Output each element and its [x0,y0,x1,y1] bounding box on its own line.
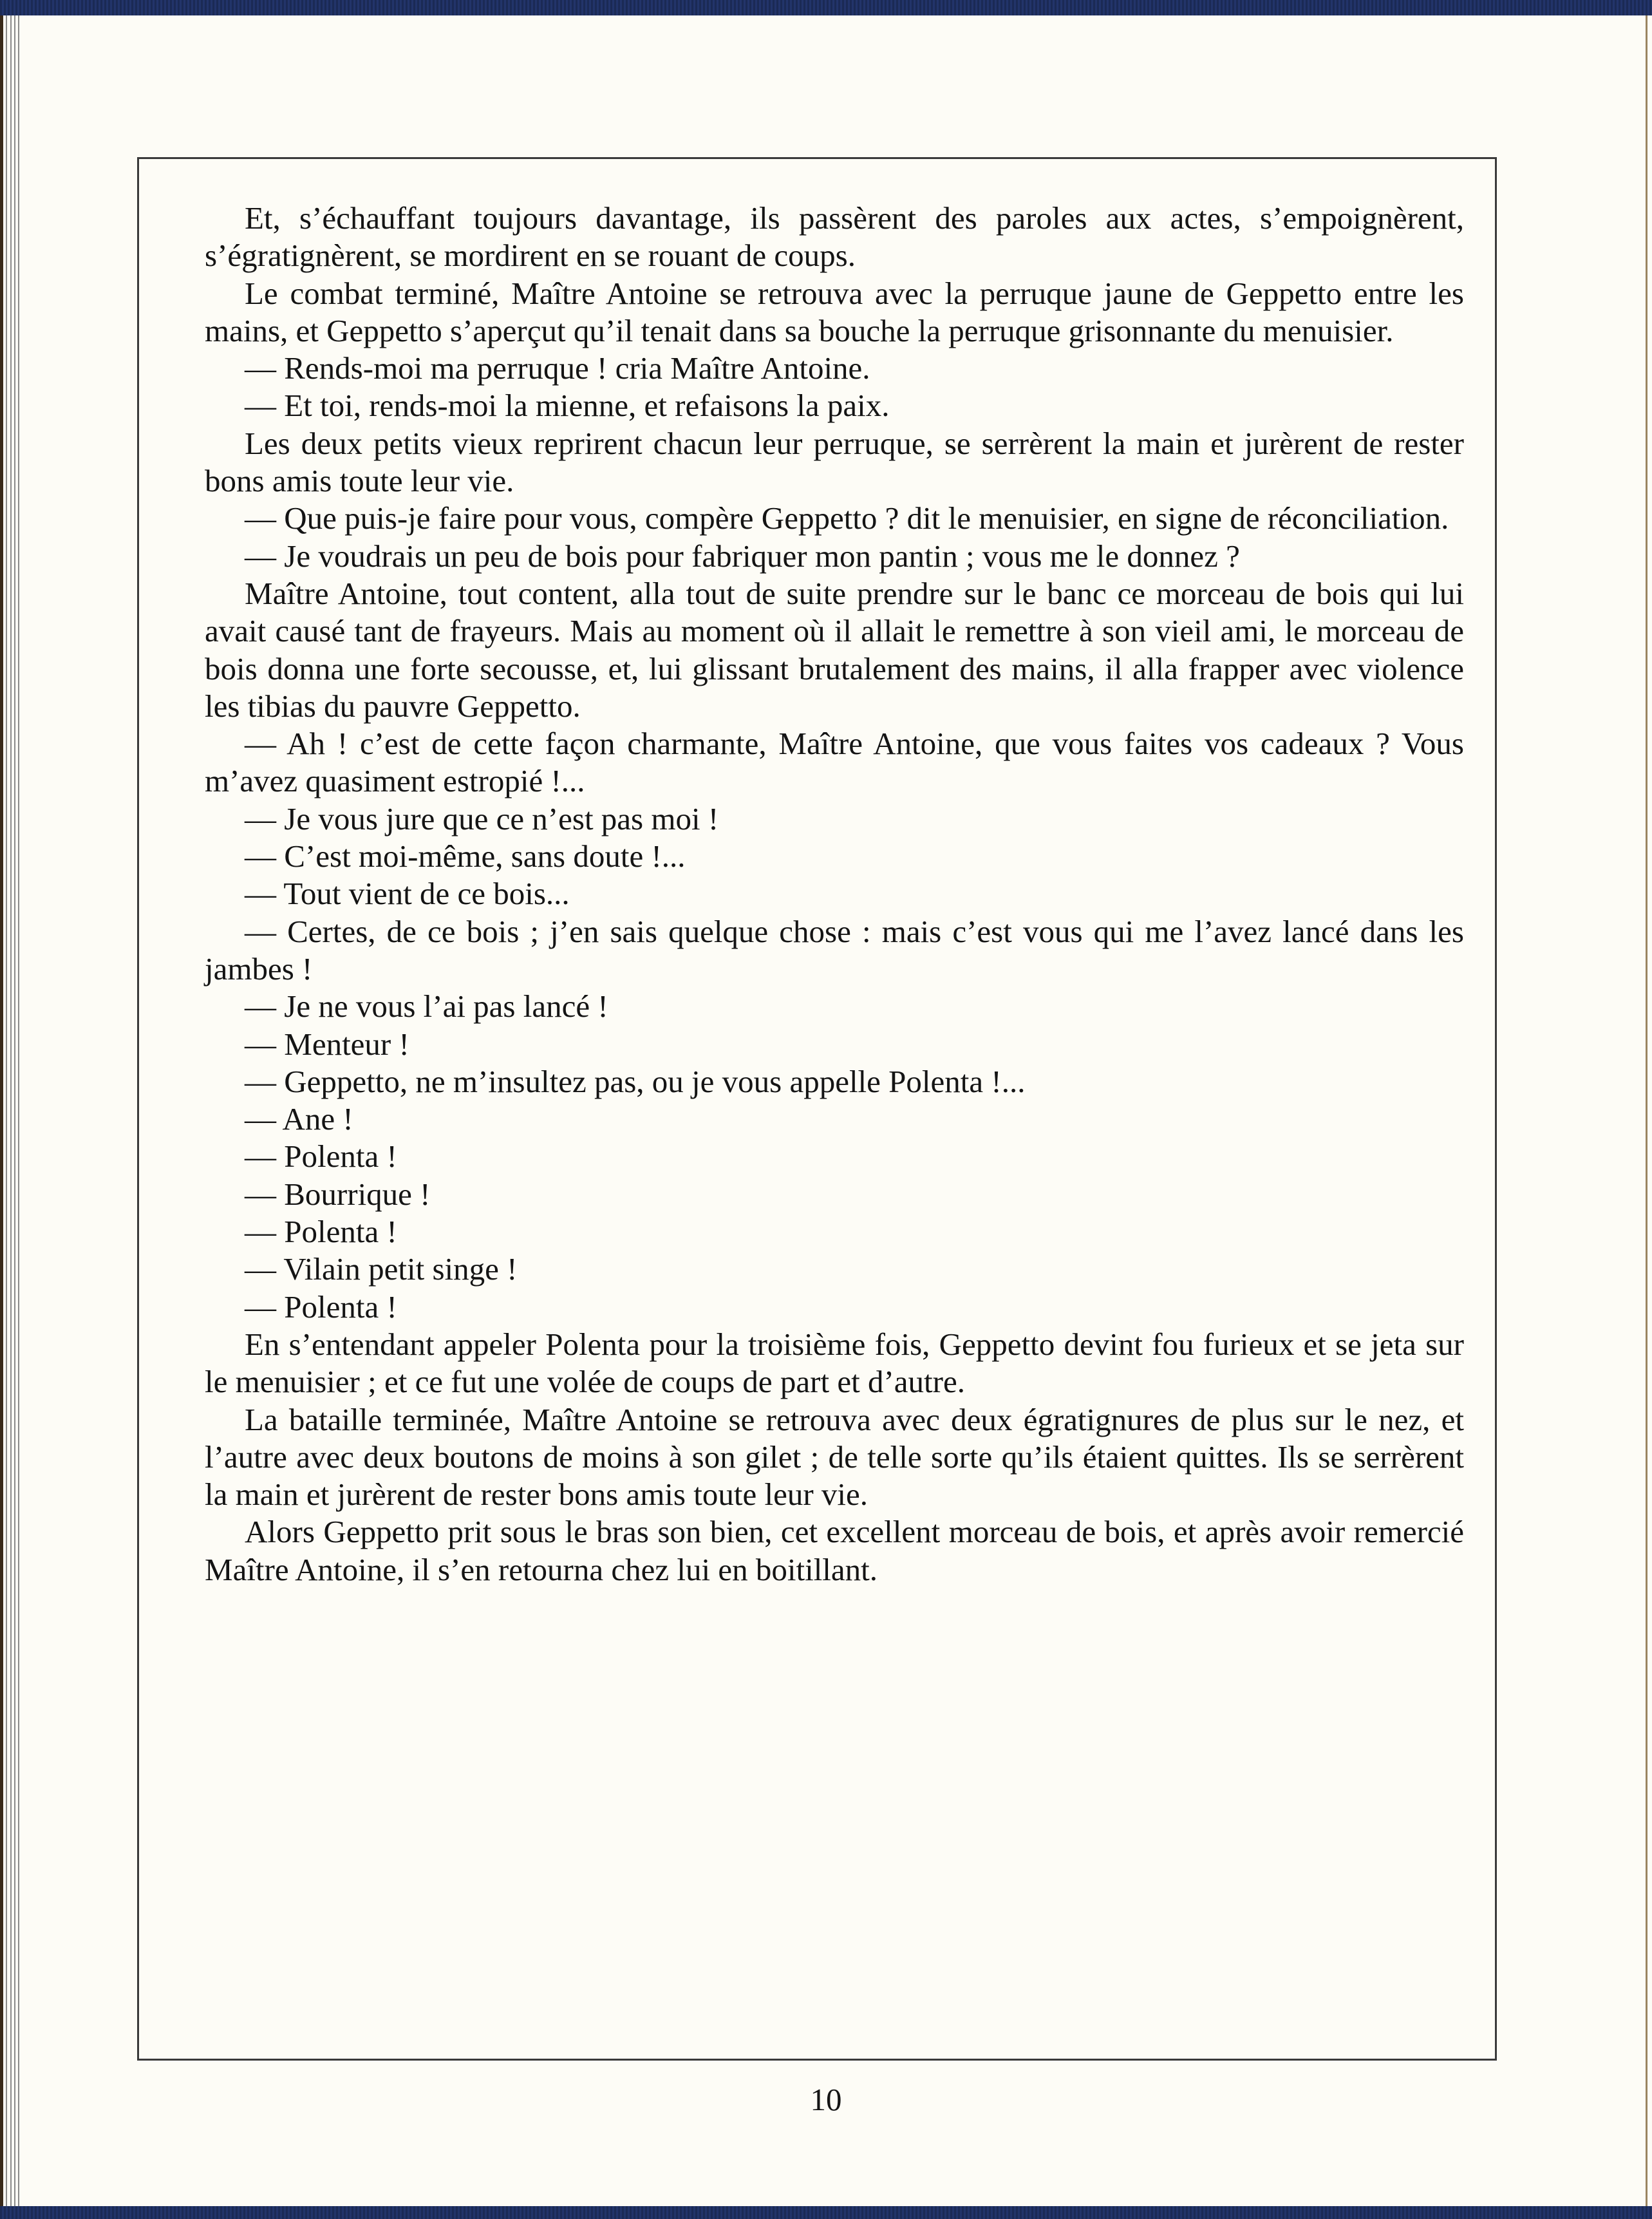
dialogue-line: — Et toi, rends-moi la mienne, et refaisons la paix. [245,388,890,424]
paragraph: La bataille terminée, Maître Antoine se retrouva avec deux égratignures de plus sur le nez, et l’autre avec deux boutons de moins à son gilet ; de telle sorte qu’ils étaient quittes. Ils se serrèrent la main et jurèrent de rester bons amis toute leur vie. [205,1401,1464,1513]
dialogue-line: — Je voudrais un peu de bois pour fabriquer mon pantin ; vous me le donnez ? [245,538,1240,574]
dialogue-line: — Que puis-je faire pour vous, compère Geppetto ? dit le menuisier, en signe de réconciliation. [245,500,1449,536]
paragraph: Le combat terminé, Maître Antoine se retrouva avec la perruque jaune de Geppetto entre les mains, et Geppetto s’aperçut qu’il tenait dans sa bouche la perruque grisonnante du menuisier. [205,275,1464,348]
binding-band-bottom [0,2206,1652,2219]
paragraph: Maître Antoine, tout content, alla tout de suite prendre sur le banc ce morceau de bois qui lui avait causé tant de frayeurs. Mais au moment où il allait le remettre à son vieil ami, le morceau de bois donna une forte secousse, et, lui glissant brutalement des mains, il alla frapper avec violence les tibias du pauvre Geppetto. [205,575,1464,724]
dialogue-line: — Ane ! [245,1101,353,1137]
dialogue-line: — Polenta ! [245,1138,397,1175]
page-number: 10 [810,2082,842,2117]
dialogue-line: — Polenta ! [245,1214,397,1250]
dialogue-line: — Certes, de ce bois ; j’en sais quelque chose : mais c’est vous qui me l’avez lancé dans les jambes ! [205,913,1464,987]
paragraph: En s’entendant appeler Polenta pour la troisième fois, Geppetto devint fou furieux et se jeta sur le menuisier ; et ce fut une volée de coups de part et d’autre. [205,1326,1464,1400]
dialogue-line: — Rends-moi ma perruque ! cria Maître Antoine. [245,350,870,386]
page-edges-left [0,15,22,2206]
paragraph: Et, s’échauffant toujours davantage, ils passèrent des paroles aux actes, s’empoignèrent, s’égratignèrent, se mordirent en se rouant de coups. [205,200,1464,274]
dialogue-line: — Je vous jure que ce n’est pas moi ! [245,800,719,836]
dialogue-line: — Ah ! c’est de cette façon charmante, Maître Antoine, que vous faites vos cadeaux ? Vous m’avez quasiment estropié !... [205,726,1464,799]
dialogue-line: — Je ne vous l’ai pas lancé ! [245,988,608,1025]
body-text [205,200,1464,1589]
dialogue-line: — C’est moi-même, sans doute !... [245,838,686,874]
dialogue-line: — Geppetto, ne m’insultez pas, ou je vous appelle Polenta !... [245,1063,1026,1099]
paragraph: Alors Geppetto prit sous le bras son bien, cet excellent morceau de bois, et après avoir remercié Maître Antoine, il s’en retourna chez lui en boitillant. [205,1514,1464,1587]
page-edge-right [1646,15,1647,2206]
dialogue-line: — Tout vient de ce bois... [245,876,570,912]
dialogue-line: — Bourrique ! [245,1176,431,1212]
dialogue-line: — Polenta ! [245,1289,397,1325]
dialogue-line: — Menteur ! [245,1026,409,1062]
binding-band-top [0,0,1652,15]
paragraph: Les deux petits vieux reprirent chacun leur perruque, se serrèrent la main et jurèrent de rester bons amis toute leur vie. [205,425,1464,499]
dialogue-line: — Vilain petit singe ! [245,1251,518,1287]
